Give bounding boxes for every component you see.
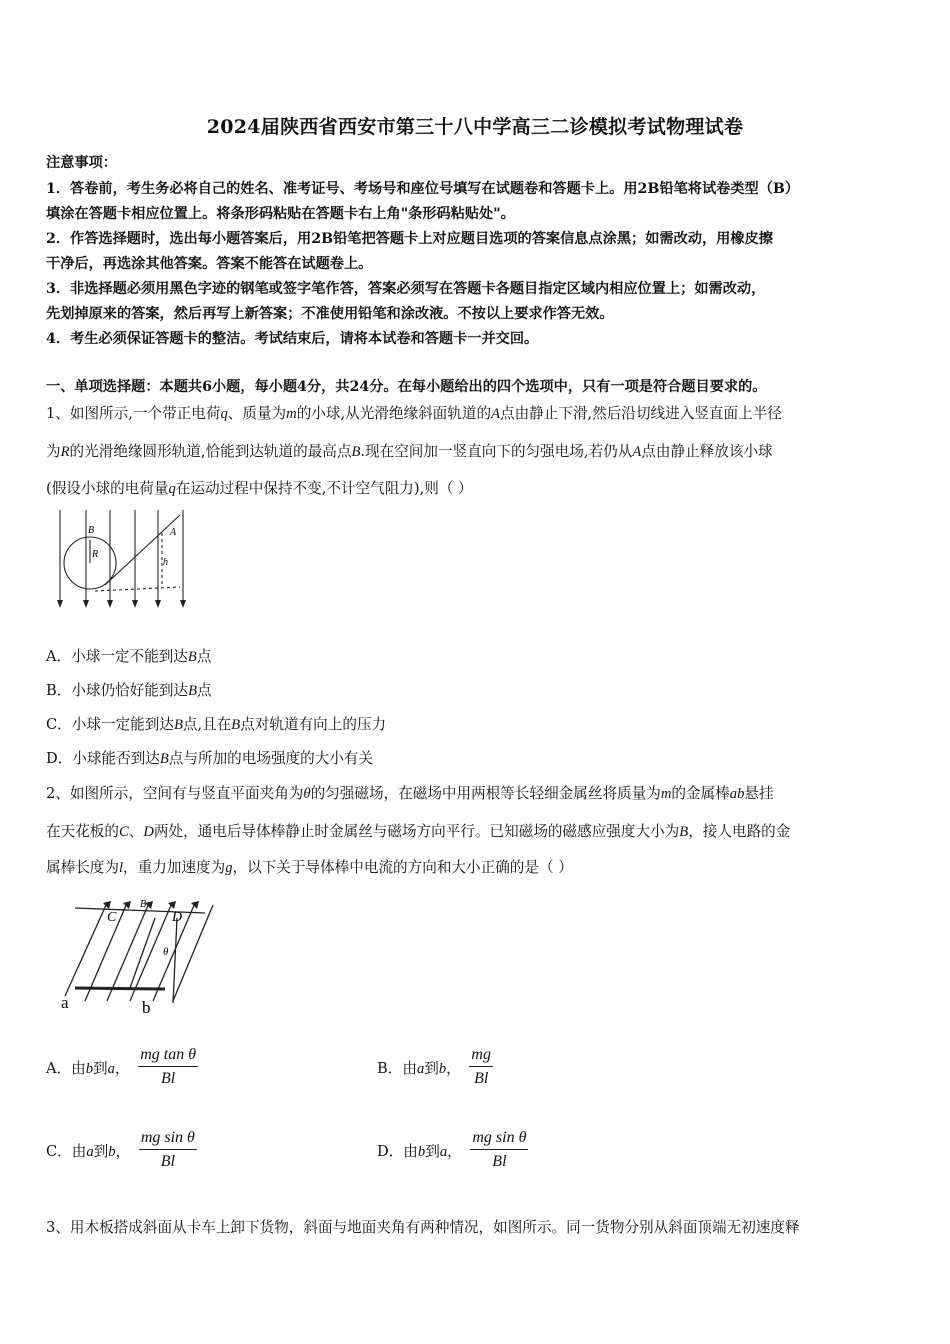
figure-label-b: b (142, 998, 151, 1017)
fraction: $\frac{mg}{Bl}$ (471, 1046, 491, 1087)
figure-label-A: A (170, 527, 177, 538)
question-1-figure (50, 505, 200, 620)
figure-label-B: B (140, 899, 147, 910)
question-2-figure (45, 893, 215, 1018)
notice-line: 3．非选择题必须用黑色字迹的钢笔或签字笔作答，答案必须写在答题卡各题目指定区域内相应位置上；如需改动， (46, 281, 766, 297)
q2-option-d[interactable]: D．由b到a， $\frac{\text{mg sin θ}}{Bl}$ (377, 1129, 527, 1170)
q1-option-d[interactable]: D．小球能否到达B点与所加的电场强度的大小有关 (46, 750, 374, 767)
q2-option-b[interactable]: B．由a到b， $\frac{mg}{Bl}$ (377, 1046, 491, 1087)
figure-label-R: R (92, 549, 99, 560)
figure-label-D: D (172, 910, 183, 925)
notice-heading: 注意事项： (46, 155, 117, 171)
notice-line: 1．答卷前，考生务必将自己的姓名、准考证号、考场号和座位号填写在试题卷和答题卡上。用2B铅笔将试卷类型（B） (46, 181, 800, 197)
figure-label-a: a (61, 993, 69, 1012)
question-1-line: 1、如图所示,一个带正电荷q、质量为m的小球,从光滑绝缘斜面轨道的A点由静止下滑,然后沿切线进入竖直面上半径 (46, 405, 782, 422)
fraction: $\frac{\text{mg tan θ}}{Bl}$ (140, 1046, 197, 1087)
notice-line: 先划掉原来的答案，然后再写上新答案；不准使用铅笔和涂改液。不按以上要求作答无效。 (46, 306, 614, 322)
notice-line: 填涂在答题卡相应位置上。将条形码粘贴在答题卡右上角"条形码粘贴处"。 (46, 206, 515, 222)
fraction: $\frac{\text{mg sin θ}}{Bl}$ (140, 1129, 195, 1170)
page-title: 2024届陕西省西安市第三十八中学高三二诊模拟考试物理试卷 (206, 116, 744, 138)
notice-line: 2．作答选择题时，选出每小题答案后，用2B铅笔把答题卡上对应题目选项的答案信息点涂黑；如需改动，用橡皮擦 (46, 231, 773, 247)
question-2-line: 2、如图所示，空间有与竖直平面夹角为θ的匀强磁场，在磁场中用两根等长轻细金属丝将质量为m的金属棒ab悬挂 (46, 785, 774, 802)
q2-option-c[interactable]: C．由a到b， $\frac{\text{mg sin θ}}{Bl}$ (46, 1129, 195, 1170)
notice-line: 干净后，再选涂其他答案。答案不能答在试题卷上。 (46, 256, 373, 272)
section-heading: 一、单项选择题：本题共6小题，每小题4分，共24分。在每小题给出的四个选项中，只有一项是符合题目要求的。 (46, 379, 767, 395)
figure-label-C: C (107, 910, 117, 925)
question-3-line: 3、用木板搭成斜面从卡车上卸下货物，斜面与地面夹角有两种情况，如图所示。同一货物分别从斜面顶端无初速度释 (46, 1219, 800, 1236)
notice-line: 4．考生必须保证答题卡的整洁。考试结束后，请将本试卷和答题卡一并交回。 (46, 331, 539, 347)
question-2-line: 属棒长度为l，重力加速度为g，以下关于导体棒中电流的方向和大小正确的是（ ） (46, 859, 573, 876)
question-1-line: 为R的光滑绝缘圆形轨道,恰能到达轨道的最高点B.现在空间加一竖直向下的匀强电场,若仍从A点由静止释放该小球 (46, 443, 773, 460)
figure-label-h: h (163, 557, 168, 568)
q1-option-a[interactable]: A．小球一定不能到达B点 (46, 648, 212, 665)
figure-label-theta: θ (163, 946, 169, 958)
question-1-line: (假设小球的电荷量q在运动过程中保持不变,不计空气阻力),则（ ） (46, 480, 473, 497)
fraction: $\frac{\text{mg sin θ}}{Bl}$ (472, 1129, 527, 1170)
figure-label-B: B (88, 525, 95, 536)
q1-option-b[interactable]: B．小球仍恰好能到达B点 (46, 682, 212, 699)
q1-option-c[interactable]: C．小球一定能到达B点,且在B点对轨道有向上的压力 (46, 716, 387, 733)
q2-option-a[interactable]: A．由b到a， $\frac{\text{mg tan θ}}{Bl}$ (46, 1046, 197, 1087)
question-2-line: 在天花板的C、D两处，通电后导体棒静止时金属丝与磁场方向平行。已知磁场的磁感应强度大小为B，接人电路的金 (46, 823, 791, 840)
